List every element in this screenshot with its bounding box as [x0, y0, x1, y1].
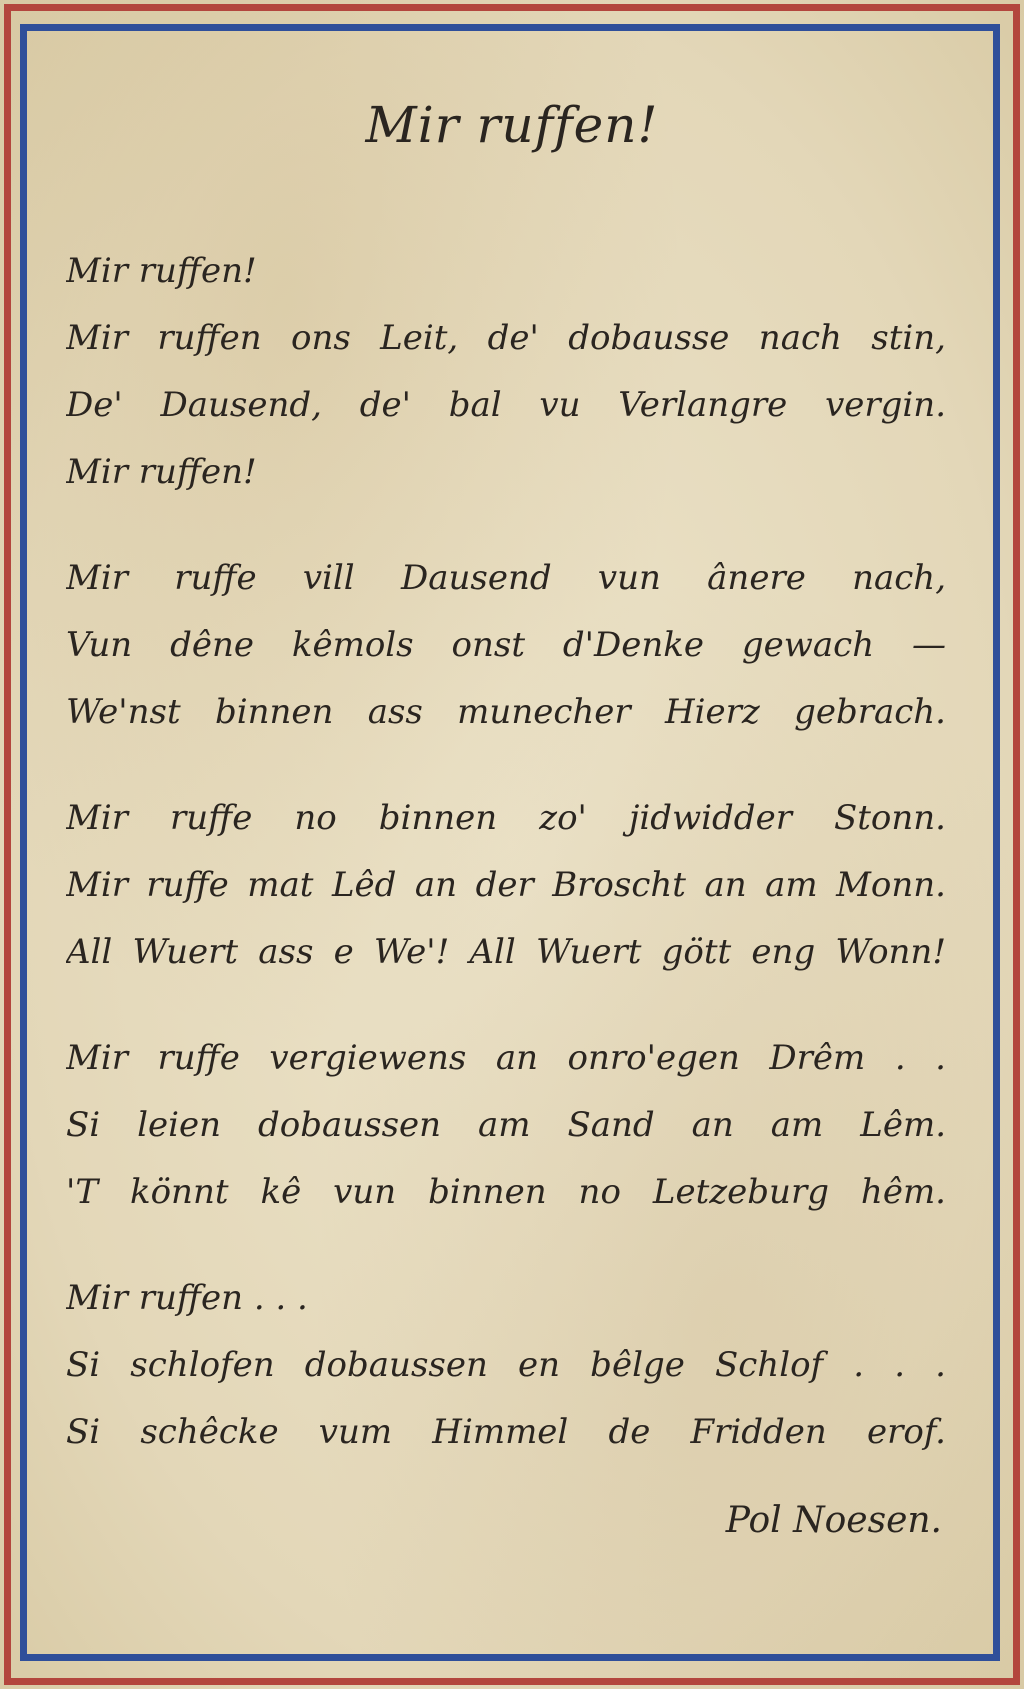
- poem-line: Si schlofen dobaussen en bêlge Schlof . . .: [66, 1345, 946, 1385]
- poem-line: De' Dausend, de' bal vu Verlangre vergin.: [66, 385, 946, 425]
- poem-line: Mir ruffe vergiewens an onro'egen Drêm . .: [66, 1038, 946, 1078]
- stanza: [66, 1265, 946, 1466]
- poem-line: All Wuert ass e We'! All Wuert gött eng Wonn!: [66, 932, 946, 972]
- poem-line: Mir ruffen!: [66, 251, 257, 291]
- poem-line: Si leien dobaussen am Sand an am Lêm.: [66, 1105, 946, 1145]
- poem-line: Vun dêne kêmols onst d'Denke gewach —: [66, 625, 946, 665]
- stanza: [66, 238, 946, 506]
- stanza: [66, 785, 946, 986]
- poem-line: Mir ruffen!: [66, 452, 257, 492]
- poem-line: 'T könnt kê vun binnen no Letzeburg hêm.: [66, 1172, 946, 1212]
- poem-body: [66, 238, 946, 1505]
- poem-line: Mir ruffen ons Leit, de' dobausse nach stin,: [66, 318, 946, 358]
- author-signature: Pol Noesen.: [725, 1500, 942, 1541]
- poem-line: Mir ruffe mat Lêd an der Broscht an am Monn.: [66, 865, 946, 905]
- stanza: [66, 1025, 946, 1226]
- stanza: [66, 545, 946, 746]
- poem-line: Mir ruffe vill Dausend vun ânere nach,: [66, 558, 946, 598]
- poem-line: Mir ruffe no binnen zo' jidwidder Stonn.: [66, 798, 946, 838]
- poem-title: Mir ruffen!: [365, 96, 659, 154]
- poem-line: Mir ruffen . . .: [66, 1278, 308, 1318]
- poem-line: Si schêcke vum Himmel de Fridden erof.: [66, 1412, 946, 1452]
- poem-line: We'nst binnen ass munecher Hierz gebrach.: [66, 692, 946, 732]
